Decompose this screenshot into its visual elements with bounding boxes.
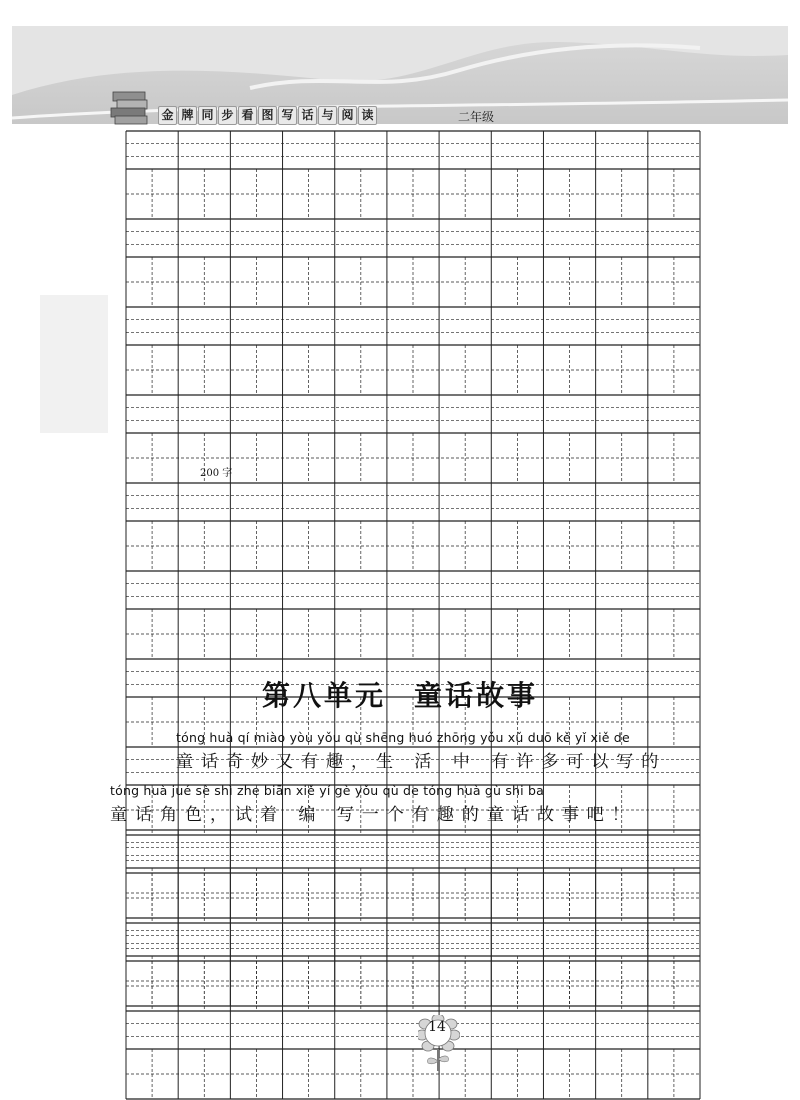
prompt-pinyin-line-2: tóng huà jué sè shì zhe biān xiě yí gè yǒu qù de tóng huà gù shi ba [110, 783, 544, 798]
series-title-char: 步 [218, 106, 237, 125]
prompt-text-line-1: 童话奇妙又有趣，生 活 中 有许多可以写的 [176, 752, 667, 772]
page-number: 14 [428, 1019, 446, 1035]
grade-label: 二年级 [458, 110, 495, 124]
prompt-pinyin-line-1: tóng huà qí miào yòu yǒu qù shēng huó zhōng yǒu xǔ duō kě yǐ xiě de [176, 730, 630, 745]
writing-grid-bottom [125, 829, 701, 1007]
series-title-char: 读 [358, 106, 377, 125]
series-title-char: 看 [238, 106, 257, 125]
series-title-char: 金 [158, 106, 177, 125]
series-title-char: 与 [318, 106, 337, 125]
side-tab [40, 295, 108, 433]
unit-title [0, 674, 800, 714]
page-footer [418, 1015, 460, 1071]
header-wave-banner [0, 0, 800, 135]
series-title-char: 写 [278, 106, 297, 125]
series-title-char: 同 [198, 106, 217, 125]
series-title [158, 106, 377, 126]
unit-number: 第八单元 [261, 679, 386, 712]
series-title-char: 话 [298, 106, 317, 125]
unit-topic: 童话故事 [414, 679, 539, 712]
page-header [0, 0, 800, 135]
series-title-char: 牌 [178, 106, 197, 125]
series-title-char: 图 [258, 106, 277, 125]
grid-svg [125, 829, 701, 1007]
word-count-mark: 200 字 [200, 468, 233, 479]
stacked-books-icon [111, 92, 147, 124]
prompt-text-line-2: 童话角色，试着 编 写一个有趣的童话故事吧！ [110, 805, 637, 825]
series-title-char: 阅 [338, 106, 357, 125]
